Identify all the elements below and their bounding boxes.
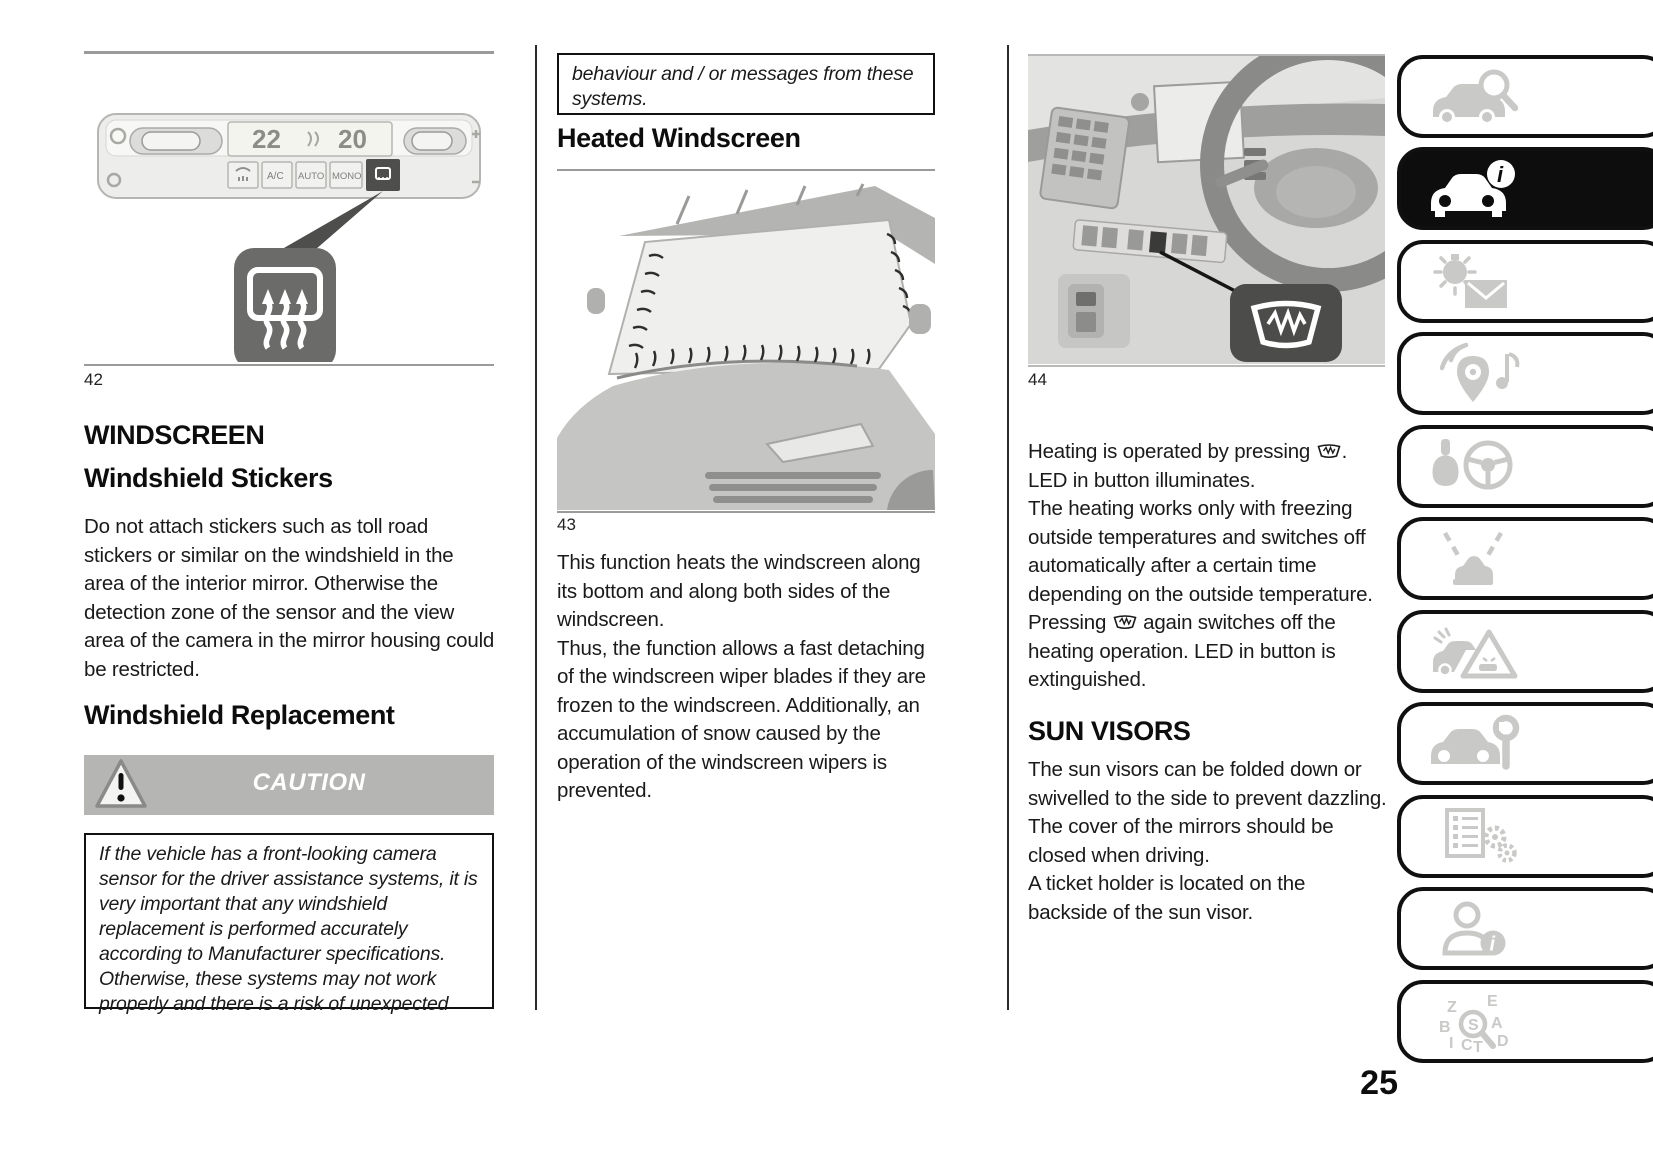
sun-visors-para3: A ticket holder is located on the backside of the sun visor. [1028, 872, 1306, 924]
sidebar-tab-emergency[interactable] [1397, 610, 1653, 693]
svg-text:C: C [1461, 1036, 1473, 1054]
sidebar-tab-customer-info[interactable] [1397, 887, 1653, 970]
windshield-stickers-body: Do not attach stickers such as toll road stickers or similar on the windshield in the area of the interior mirror. Otherwise the detection zone of the sensor and the view area of the camera in the mirror housing could be restricted. [84, 515, 495, 681]
figure43-top-rule [557, 169, 935, 171]
caution-label: CAUTION [252, 769, 366, 796]
ac-button-label: A/C [267, 171, 284, 182]
heated-windscreen-inline-icon [1316, 442, 1342, 460]
svg-text:Z: Z [1447, 998, 1457, 1016]
mono-button-label: MONO [332, 171, 362, 182]
figure43-label: 43 [557, 515, 576, 534]
sidebar-tab-getting-to-know[interactable] [1397, 147, 1653, 230]
caution-continuation-box: behaviour and / or messages from these systems. [557, 53, 935, 115]
figure42-label: 42 [84, 370, 103, 389]
windscreen-heading: WINDSCREEN [84, 420, 265, 450]
figure42-bottom-rule [84, 364, 494, 366]
sidebar-tab-technical-data[interactable] [1397, 795, 1653, 878]
servicing-icon [1425, 712, 1521, 776]
svg-text:A: A [1491, 1014, 1503, 1032]
sun-visors-body [1028, 756, 1387, 927]
customer-info-icon [1425, 897, 1521, 961]
sidebar-tab-warning-lights[interactable] [1397, 240, 1653, 323]
temp-left: 22 [252, 124, 281, 154]
figure42-climate-panel-image [84, 56, 494, 362]
caution-bar [84, 755, 494, 815]
sidebar-tab-servicing[interactable] [1397, 702, 1653, 785]
windshield-replacement-heading: Windshield Replacement [84, 700, 395, 730]
starting-driving-icon [1425, 435, 1521, 499]
heated-windscreen-para2: Thus, the function allows a fast detaching of the windscreen wiper blades if they are frozen to the windscreen. Additionally, an accumulation of snow caused by the operation of the windscreen wipers is prevented. [557, 636, 926, 802]
alphabetical-index-icon [1425, 990, 1521, 1054]
page-number: 25 [1360, 1064, 1398, 1102]
sun-visors-para2: The cover of the mirrors should be closed when driving. [1028, 815, 1334, 867]
figure43-bottom-rule [557, 511, 935, 513]
column-separator-right [1007, 45, 1009, 1010]
svg-text:E: E [1487, 992, 1498, 1010]
heating-para1: Heating is operated by pressing . LED in button illuminates. [1028, 440, 1348, 492]
figure44-dashboard-image [1028, 56, 1385, 364]
svg-text:i: i [1497, 161, 1504, 187]
heated-windscreen-body [557, 549, 937, 806]
figure44-label: 44 [1028, 370, 1047, 389]
svg-text:i: i [1489, 933, 1496, 955]
svg-text:B: B [1439, 1018, 1451, 1036]
figure43-heated-windscreen-image [557, 172, 935, 510]
heated-windscreen-para1: This function heats the windscreen along its bottom and along both sides of the windscreen. [557, 551, 921, 631]
emergency-icon [1425, 620, 1521, 684]
sidebar-tab-driver-assistance[interactable] [1397, 517, 1653, 600]
column-separator-left [535, 45, 537, 1010]
sidebar-tab-infotainment[interactable] [1397, 332, 1653, 415]
heating-para2: The heating works only with freezing outside temperatures and switches off automatically after a certain time depending on the outside temperature. [1028, 497, 1373, 606]
technical-data-icon [1425, 805, 1521, 869]
svg-text:T: T [1473, 1038, 1483, 1054]
figure42-top-rule [84, 51, 494, 54]
sidebar-tab-overview[interactable] [1397, 55, 1653, 138]
driver-assistance-icon [1425, 527, 1521, 591]
auto-button-label: AUTO [298, 171, 325, 182]
warning-lights-messages-icon [1425, 250, 1521, 314]
heated-windscreen-heading: Heated Windscreen [557, 123, 801, 153]
sidebar-tab-alphabetical-index[interactable] [1397, 980, 1653, 1063]
figure44-bottom-rule [1028, 365, 1385, 367]
sun-visors-heading: SUN VISORS [1028, 716, 1191, 746]
svg-text:D: D [1497, 1032, 1509, 1050]
temp-right: 20 [338, 124, 367, 154]
caution-body-box: If the vehicle has a front-looking camera sensor for the driver assistance systems, it is very important that any windshield replacement is performed accurately according to Manufacturer specifications. Otherwise, these systems may not work properly and there is a risk of unexpected [84, 833, 494, 1009]
navigation-audio-icon [1425, 342, 1521, 406]
svg-text:I: I [1449, 1034, 1454, 1052]
heated-windscreen-inline-icon [1112, 613, 1138, 631]
car-search-icon [1425, 65, 1521, 129]
car-info-icon [1425, 157, 1521, 221]
sun-visors-para1: The sun visors can be folded down or swivelled to the side to prevent dazzling. [1028, 758, 1387, 810]
heating-body [1028, 438, 1387, 695]
windshield-stickers-heading: Windshield Stickers [84, 463, 333, 493]
svg-text:S: S [1468, 1016, 1479, 1034]
heating-para3: Pressing again switches off the heating operation. LED in button is extinguished. [1028, 611, 1336, 691]
sidebar-tab-starting-driving[interactable] [1397, 425, 1653, 508]
